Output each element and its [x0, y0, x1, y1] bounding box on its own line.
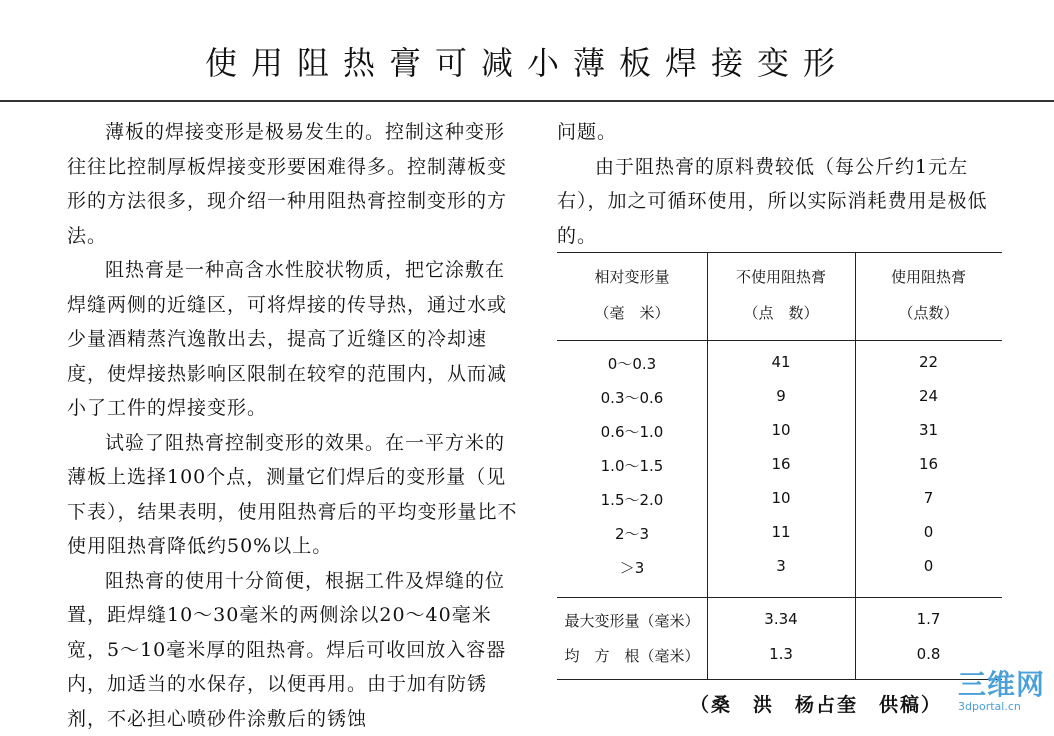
table-cell: 最大变形量（毫米）	[557, 610, 707, 631]
watermark-url: 3dportal.cn	[958, 700, 1050, 714]
paragraph-continuation: 问题。	[557, 115, 1002, 150]
paragraph-mechanism: 阻热膏是一种高含水性胶状物质，把它涂敷在焊缝两侧的近缝区，可将焊接的传导热，通过水或少量酒精蒸汽逸散出去，提高了近缝区的冷却速度，使焊接热影响区限制在较窄的范围内，从而减小了工件的焊接变形。	[67, 253, 522, 426]
table-cell: 10	[707, 489, 855, 507]
site-watermark	[958, 670, 1050, 722]
table-cell: 0～0.3	[557, 353, 707, 374]
table-cell: 7	[855, 489, 1002, 507]
table-cell: 11	[707, 523, 855, 541]
title-divider	[0, 100, 1054, 102]
header-with-unit: （点数）	[855, 302, 1002, 323]
table-cell: 16	[707, 455, 855, 473]
author-credit: （桑 洪 杨占奎 供稿）	[690, 690, 942, 717]
header-without: 不使用阻热膏	[707, 266, 855, 287]
watermark-logo: 三维网	[958, 670, 1050, 700]
header-deformation: 相对变形量	[557, 266, 707, 287]
table-header-rule	[557, 340, 1002, 341]
deformation-table	[557, 252, 1002, 680]
table-cell: 2～3	[557, 523, 707, 544]
table-cell: 31	[855, 421, 1002, 439]
table-cell: 1.7	[855, 610, 1002, 628]
table-top-rule	[557, 252, 1002, 253]
table-cell: 0	[855, 523, 1002, 541]
table-cell: 24	[855, 387, 1002, 405]
table-cell: 1.5～2.0	[557, 489, 707, 510]
table-cell: 9	[707, 387, 855, 405]
table-cell: 0.3～0.6	[557, 387, 707, 408]
header-without-unit: （点 数）	[707, 302, 855, 323]
right-column	[557, 115, 1002, 253]
table-bottom-rule	[557, 679, 1002, 680]
table-cell: 1.0～1.5	[557, 455, 707, 476]
paragraph-usage: 阻热膏的使用十分简便，根据工件及焊缝的位置，距焊缝10～30毫米的两侧涂以20～40毫米宽，5～10毫米厚的阻热膏。焊后可收回放入容器内，加适当的水保存，以便再用。由于加有防锈剂，不必担心喷砂件涂敷后的锈蚀	[67, 564, 522, 736]
table-cell: 3	[707, 557, 855, 575]
article-title: 使用阻热膏可减小薄板焊接变形	[0, 38, 1054, 84]
header-deformation-unit: （毫 米）	[557, 302, 707, 323]
header-with: 使用阻热膏	[855, 266, 1002, 287]
table-cell: 16	[855, 455, 1002, 473]
table-cell: 0.6～1.0	[557, 421, 707, 442]
table-cell: 41	[707, 353, 855, 371]
left-column	[67, 115, 522, 736]
paragraph-intro: 薄板的焊接变形是极易发生的。控制这种变形往往比控制厚板焊接变形要困难得多。控制薄板变形的方法很多，现介绍一种用阻热膏控制变形的方法。	[67, 115, 522, 253]
table-cell: 0	[855, 557, 1002, 575]
table-cell: 3.34	[707, 610, 855, 628]
table-cell: 10	[707, 421, 855, 439]
paragraph-cost: 由于阻热膏的原料费较低（每公斤约1元左右），加之可循环使用，所以实际消耗费用是极低的。	[557, 150, 1002, 254]
paragraph-experiment: 试验了阻热膏控制变形的效果。在一平方米的薄板上选择100个点，测量它们焊后的变形量（见下表），结果表明，使用阻热膏后的平均变形量比不使用阻热膏降低约50%以上。	[67, 426, 522, 564]
table-cell: 0.8	[855, 645, 1002, 663]
table-cell: 均 方 根（毫米）	[557, 645, 707, 666]
table-summary-rule	[557, 597, 1002, 598]
table-cell: ＞3	[557, 557, 707, 578]
table-cell: 1.3	[707, 645, 855, 663]
table-cell: 22	[855, 353, 1002, 371]
